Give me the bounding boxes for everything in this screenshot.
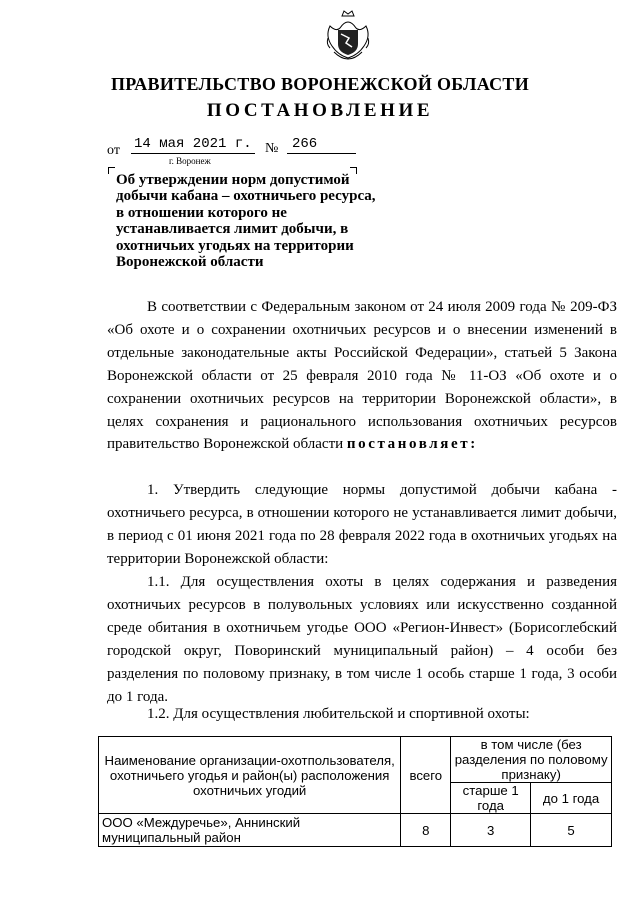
item-1-text: 1. Утвердить следующие нормы допустимой добычи кабана - охотничьего ресурса, в отношении которого не устанавливается лимит добычи, в период с 01 июня 2021 года по 28 февраля 2022 года в охотничьих угодьях на территории Воронежской области: bbox=[107, 482, 617, 567]
row-total: 8 bbox=[401, 814, 451, 847]
date-prefix: от bbox=[107, 143, 120, 158]
preamble-text: В соответствии с Федеральным законом от 24 июля 2009 года № 209-ФЗ «Об охоте и о сохранении охотничьих ресурсов и о внесении изменений в отдельные законодательные акты Российской Федерации», статьей 5 Закона Воронежской области от 25 февраля 2010 года № 11-ОЗ «Об охоте и о сохранении охотничьих ресурсов на территории Воронежской области», в целях сохранения и рационального использования охотничьих ресурсов правительство Воронежской области bbox=[107, 299, 617, 453]
title-corner-left bbox=[108, 167, 115, 174]
header-older: старше 1 года bbox=[451, 783, 531, 814]
item-1-1 bbox=[107, 571, 617, 708]
item-1-1-text: 1.1. Для осуществления охоты в целях содержания и разведения охотничьих ресурсов в полувольных условиях или искусственно созданной среде обитания в охотничьем угодье ООО «Регион-Инвест» (Борисоглебский городской округ, Поворинский муниципальный район) – 4 особи без разделения по половому признаку, в том числе 1 особь старше 1 года, 3 особи до 1 года. bbox=[107, 574, 617, 705]
row-org: ООО «Междуречье», Аннинский муниципальный район bbox=[99, 814, 401, 847]
document-type: ПОСТАНОВЛЕНИЕ bbox=[206, 100, 434, 121]
item-1-2-text: 1.2. Для осуществления любительской и спортивной охоты: bbox=[147, 706, 530, 722]
document-city: г. Воронеж bbox=[169, 156, 211, 166]
header-group: в том числе (без разделения по половому признаку) bbox=[451, 737, 612, 783]
preamble bbox=[107, 296, 617, 456]
document-title: Об утверждении норм допустимой добычи кабана – охотничьего ресурса, в отношении которого не устанавливается лимит добычи, в охотничьих угодьях на территории Воронежской области bbox=[116, 172, 376, 271]
document-date: 14 мая 2021 г. bbox=[131, 135, 255, 154]
document-number: 266 bbox=[287, 135, 356, 154]
coat-of-arms-icon bbox=[324, 8, 372, 66]
item-1-2 bbox=[107, 703, 617, 726]
row-younger: 5 bbox=[531, 814, 612, 847]
table-header-row bbox=[99, 737, 612, 783]
table-row bbox=[99, 814, 612, 847]
header-younger: до 1 года bbox=[531, 783, 612, 814]
government-name: ПРАВИТЕЛЬСТВО ВОРОНЕЖСКОЙ ОБЛАСТИ bbox=[110, 74, 530, 94]
number-prefix: № bbox=[265, 141, 279, 156]
header-total: всего bbox=[401, 737, 451, 814]
decrees-word: постановляет: bbox=[346, 436, 478, 453]
item-1 bbox=[107, 479, 617, 571]
row-older: 3 bbox=[451, 814, 531, 847]
quota-table bbox=[98, 736, 612, 847]
header-org: Наименование организации-охотпользователя, охотничьего угодья и район(ы) расположения охотничьих угодий bbox=[99, 737, 401, 814]
